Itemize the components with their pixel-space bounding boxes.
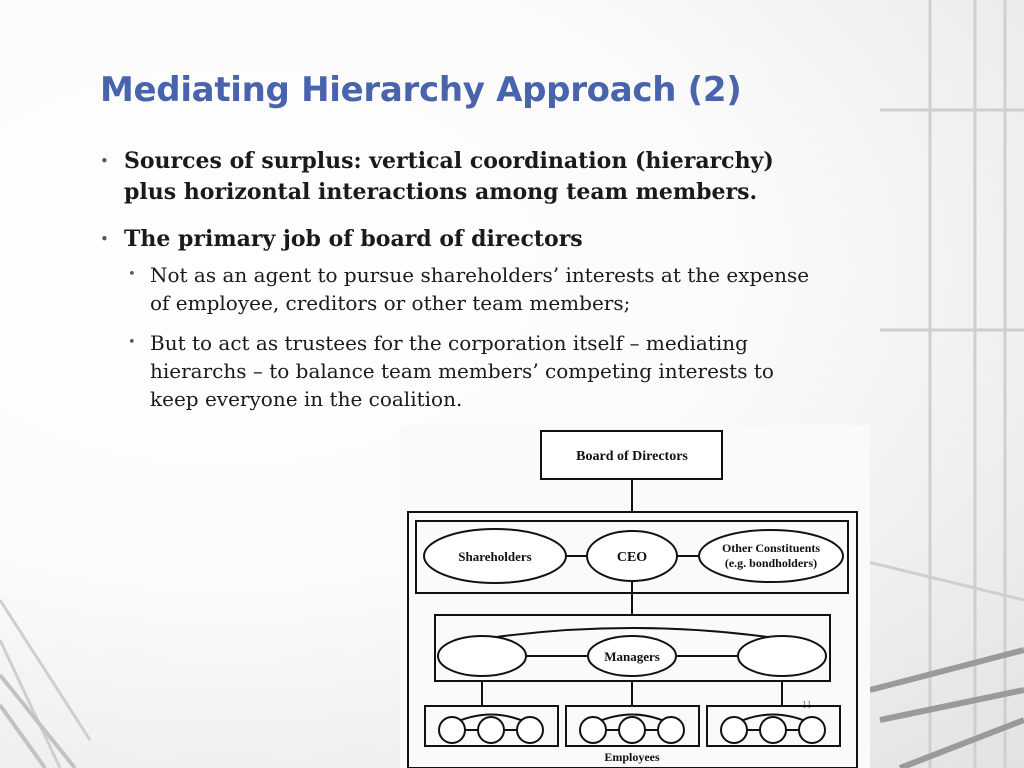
sub-bullet-list [124,261,820,413]
bullet-list [100,146,820,413]
bullet-sources-of-surplus [100,146,820,208]
other-constituents-label: Other Constituents [721,541,821,555]
employees-label: Employees [604,750,660,764]
sub-bullet-trustees [124,329,820,413]
bullet-text: The primary job of board of directors [124,226,583,252]
board-label: Board of Directors [576,449,688,464]
shareholders-label: Shareholders [458,549,532,564]
manager-node-left [438,636,526,676]
ceo-label: CEO [616,550,648,565]
sub-bullet-not-agent [124,261,820,317]
manager-node-right [738,636,826,676]
bullet-primary-job [100,224,820,413]
org-diagram [400,425,870,768]
slide-title: Mediating Hierarchy Approach (2) [100,70,742,110]
bullet-text: Sources of surplus: vertical coordination (hierarchy) plus horizontal interactions among team members. [124,148,774,205]
managers-label: Managers [604,649,660,664]
sub-bullet-text: But to act as trustees for the corporation itself – mediating hierarchs – to balance team members’ competing interests to keep everyone in the coalition. [150,331,774,411]
other-constituents-example: (e.g. bondholders) [724,556,818,570]
slide-number: 11 [802,700,812,711]
sub-bullet-text: Not as an agent to pursue shareholders’ interests at the expense of employee, creditors or other team members; [150,263,810,315]
